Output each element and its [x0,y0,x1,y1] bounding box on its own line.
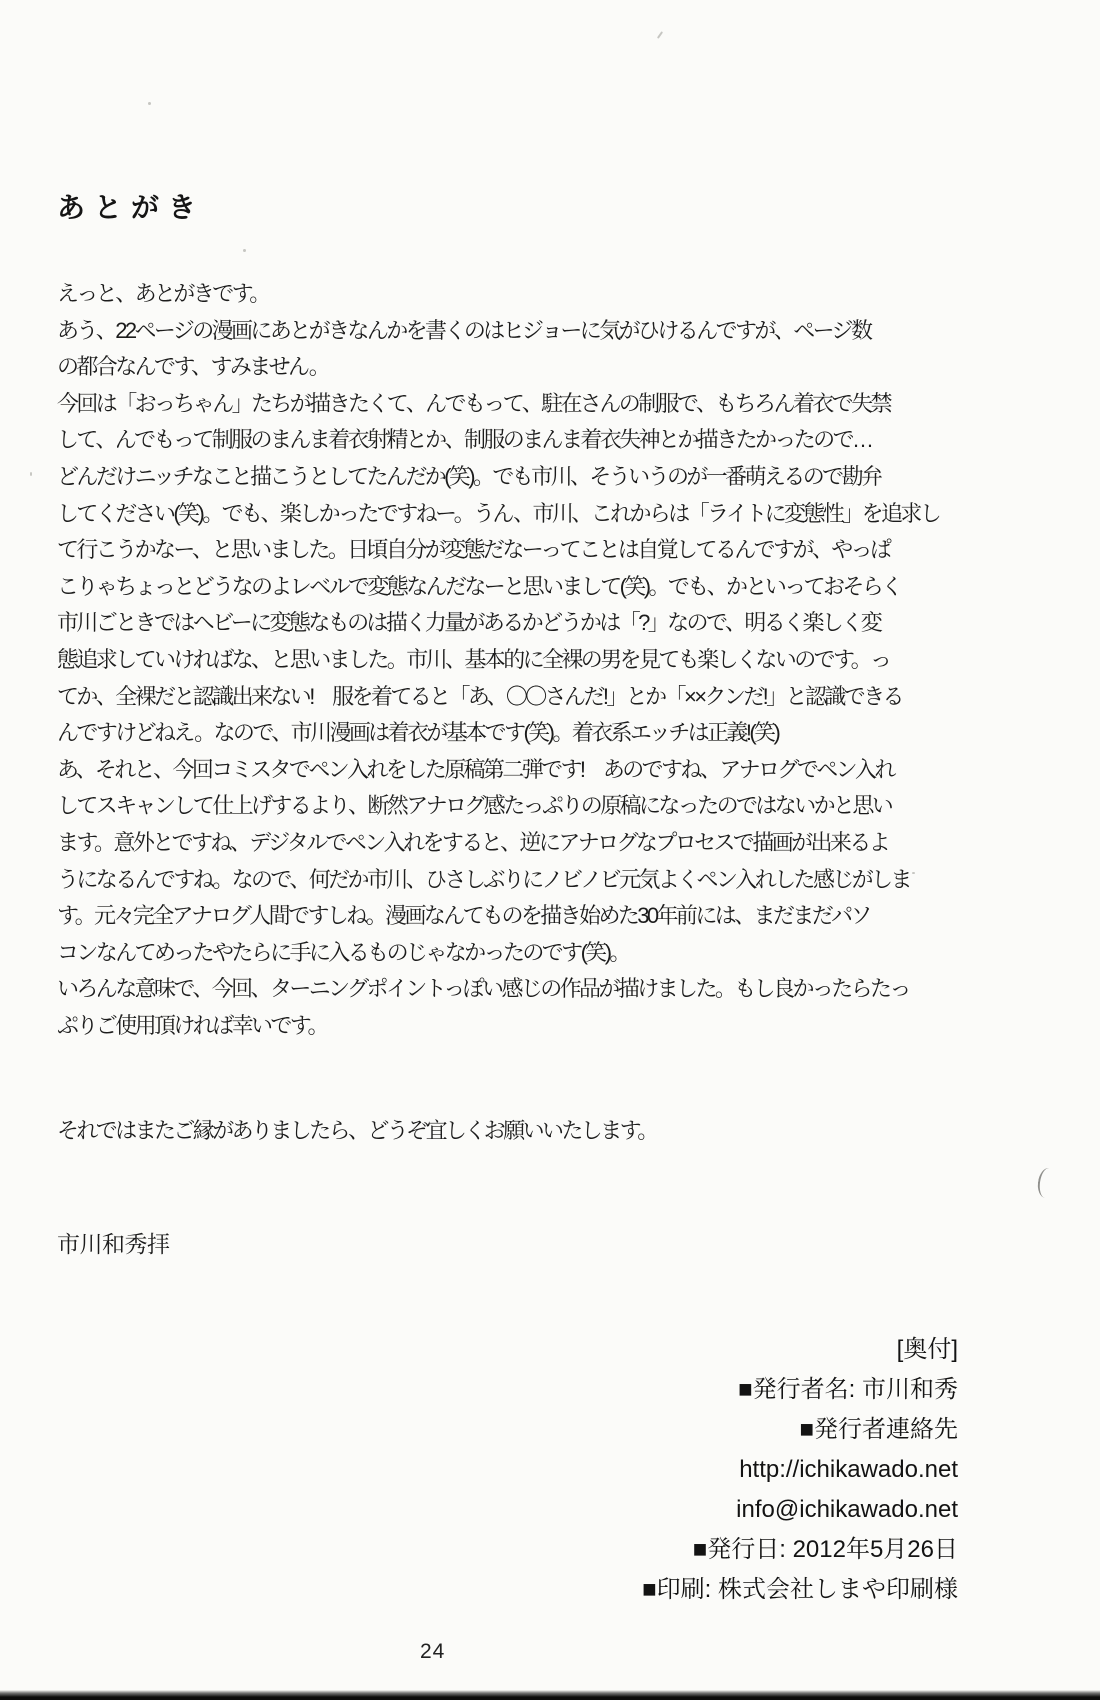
scan-speck [148,102,151,105]
colophon-website-url: http://ichikawado.net [739,1456,958,1483]
body-line: て行こうかなー、と思いました。日頃自分が変態だなーってことは自覚してるんですが、やっぱ [57,537,890,563]
body-line: す。元々完全アナログ人間ですしね。漫画なんてものを描き始めた30年前には、まだまだパソ [57,903,870,929]
body-line: してください(笑)。でも、楽しかったですねー。うん、市川、これからは「ライトに変態性」を追求し [57,500,940,526]
body-line: んですけどねえ。なので、市川漫画は着衣が基本です(笑)。着衣系エッチは正義!(笑) [57,720,779,746]
body-line: 市川ごときではヘビーに変態なものは描く力量があるかどうかは「?」なので、明るく楽しく変 [57,610,881,636]
scan-speck [243,249,246,252]
colophon-printer: ■印刷: 株式会社しまや印刷様 [642,1576,958,1603]
scan-speck [30,472,32,476]
body-line: えっと、あとがきです。 [57,281,269,306]
closing-line: それではまたご縁がありましたら、どうぞ宜しくお願いいたします。 [57,1118,657,1143]
body-line: てか、全裸だと認識出来ない! 服を着てると「あ、〇〇さんだ!」とか「××クンだ!」と認識できる [57,683,902,709]
scan-speck [657,31,663,39]
colophon-email: info@ichikawado.net [736,1496,958,1523]
body-line: 今回は「おっちゃん」たちが描きたくて、んでもって、駐在さんの制服で、もちろん着衣で失禁 [57,390,890,416]
body-line: 態追求していければな、と思いました。市川、基本的に全裸の男を見ても楽しくないのです。っ [57,646,890,672]
body-line: の都合なんです、すみません。 [57,354,329,380]
body-line: どんだけニッチなこと描こうとしてたんだか(笑)。でも市川、そういうのが一番萌えるので勘弁 [57,463,881,489]
colophon [642,1330,958,1610]
body-line: うになるんですね。なので、何だか市川、ひさしぶりにノビノビ元気よくペン入れした感じがしま [57,866,910,892]
scan-curl-artifact [1036,1167,1058,1199]
body-line: あ、それと、今回コミスタでペン入れをした原稿第二弾です! あのですね、アナログでペン入れ [57,756,894,782]
body-line: こりゃちょっとどうなのよレベルで変態なんだなーと思いまして(笑)。でも、かといっておそらく [57,573,901,599]
colophon-contact-label: ■発行者連絡先 [799,1416,958,1443]
body-line: ます。意外とですね、デジタルでペン入れをすると、逆にアナログなプロセスで描画が出来るよ [57,829,889,855]
colophon-heading: [奥付] [896,1336,958,1363]
colophon-publisher-name: ■発行者名: 市川和秀 [738,1376,958,1403]
scan-speck [912,872,915,874]
page-number: 24 [420,1640,446,1663]
body-line: あう、22ページの漫画にあとがきなんかを書くのはヒジョーに気がひけるんですが、ページ数 [57,317,871,343]
page-title: あとがき [57,192,206,223]
body-line: してスキャンして仕上げするより、断然アナログ感たっぷりの原稿になったのではないかと思い [57,793,892,819]
body-line: コンなんてめったやたらに手に入るものじゃなかったのです(笑)。 [57,939,629,965]
colophon-publish-date: ■発行日: 2012年5月26日 [692,1536,958,1563]
body-line: して、んでもって制服のまんま着衣射精とか、制服のまんま着衣失神とか描きたかったので… [57,427,872,453]
afterword-body [57,276,940,1044]
signature: 市川和秀拝 [57,1231,170,1257]
scan-bottom-edge [0,1690,1100,1700]
body-line: ぷりご使用頂ければ幸いです。 [57,1012,327,1038]
body-line: いろんな意味で、今回、ターニングポイントっぽい感じの作品が描けました。もし良かったらたっ [57,976,909,1002]
